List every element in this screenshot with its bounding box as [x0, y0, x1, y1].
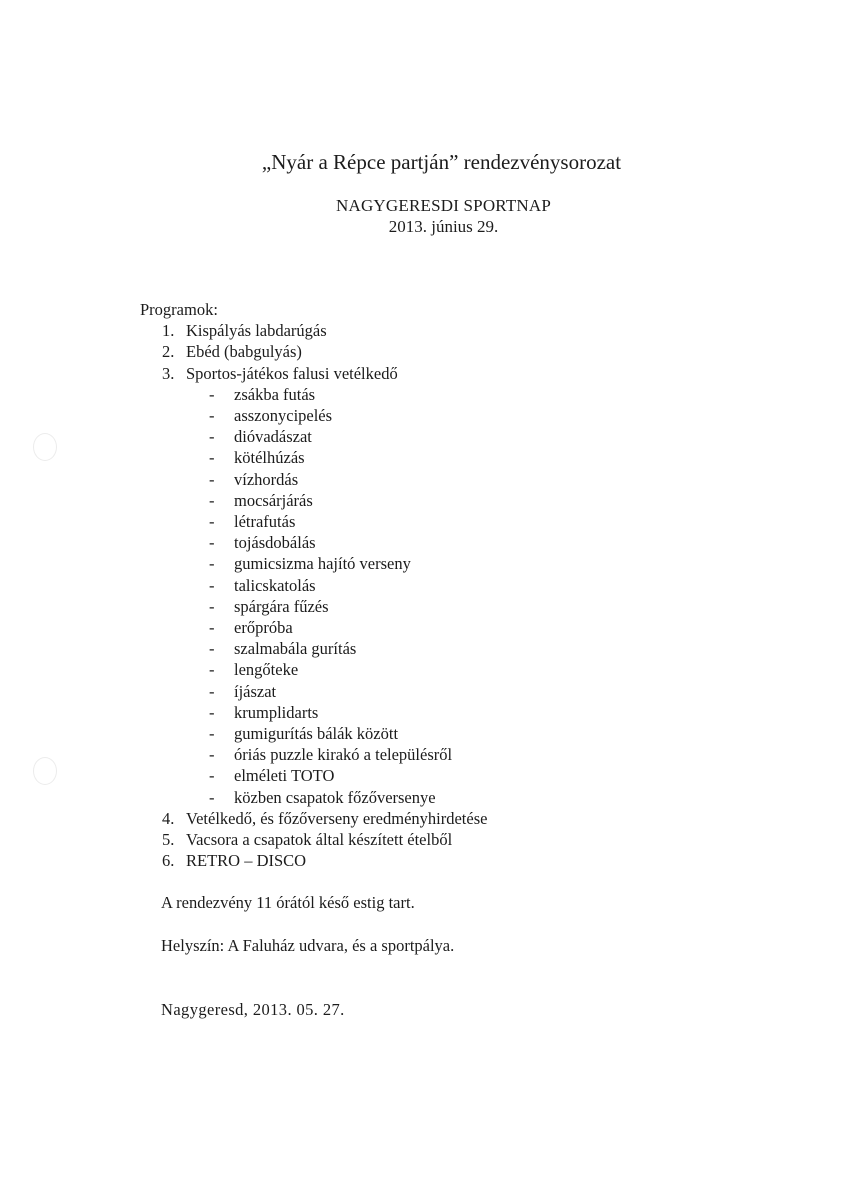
program-number: 6.: [162, 851, 175, 871]
competition-item: [140, 553, 487, 574]
list-dash: -: [209, 660, 215, 680]
competition-item: [140, 511, 487, 532]
event-location: Helyszín: A Faluház udvara, és a sportpálya.: [161, 936, 455, 955]
event-date: 2013. június 29.: [388, 217, 499, 236]
competition-label: asszonycipelés: [234, 406, 333, 426]
competition-item: [140, 596, 487, 617]
competition-label: kötélhúzás: [234, 448, 305, 468]
competition-item: [140, 638, 487, 659]
competition-item: [140, 384, 487, 405]
competition-label: közben csapatok főzőversenye: [234, 787, 436, 807]
competition-label: dióvadászat: [234, 427, 312, 447]
program-label: Vetélkedő, és főzőverseny eredményhirdetése: [186, 808, 488, 828]
competition-item: [140, 490, 487, 511]
list-dash: -: [209, 384, 215, 404]
competition-label: vízhordás: [234, 469, 299, 489]
program-list-continued: [140, 808, 487, 872]
program-label: Kispályás labdarúgás: [186, 321, 327, 341]
competition-item: [140, 659, 487, 680]
list-dash: -: [209, 554, 215, 574]
competition-item: [140, 787, 487, 808]
competition-item: [140, 532, 487, 553]
list-dash: -: [209, 512, 215, 532]
program-list: [140, 320, 487, 384]
competition-label: mocsárjárás: [234, 490, 313, 510]
list-dash: -: [209, 745, 215, 765]
program-item: [140, 850, 487, 871]
competition-item: [140, 681, 487, 702]
competition-item: [140, 575, 487, 596]
program-label: Vacsora a csapatok által készített ételből: [186, 830, 453, 850]
place-and-date: Nagygeresd, 2013. 05. 27.: [161, 1000, 345, 1019]
program-item: [140, 341, 487, 362]
competition-label: zsákba futás: [234, 384, 316, 404]
competition-label: tojásdobálás: [234, 533, 316, 553]
list-dash: -: [209, 490, 215, 510]
program-item: [140, 829, 487, 850]
list-dash: -: [209, 787, 215, 807]
program-label: Sportos-játékos falusi vetélkedő: [186, 363, 398, 383]
list-dash: -: [209, 533, 215, 553]
list-dash: -: [209, 406, 215, 426]
program-number: 4.: [162, 808, 175, 828]
competition-label: íjászat: [234, 681, 277, 701]
list-dash: -: [209, 724, 215, 744]
program-label: RETRO – DISCO: [186, 851, 307, 871]
competition-label: óriás puzzle kirakó a településről: [234, 745, 453, 765]
list-dash: -: [209, 618, 215, 638]
competition-label: gumigurítás bálák között: [234, 724, 399, 744]
event-duration: A rendezvény 11 órától késő estig tart.: [161, 893, 415, 912]
program-item: [140, 320, 487, 341]
competition-label: erőpróba: [234, 618, 293, 638]
punch-hole-mark: [33, 433, 57, 461]
list-dash: -: [209, 766, 215, 786]
competition-item: [140, 426, 487, 447]
competition-item: [140, 617, 487, 638]
competition-item: [140, 469, 487, 490]
list-dash: -: [209, 702, 215, 722]
competition-label: gumicsizma hajító verseny: [234, 554, 411, 574]
punch-hole-mark: [33, 757, 57, 785]
competition-label: létrafutás: [234, 512, 296, 532]
program-item: [140, 808, 487, 829]
program-number: 3.: [162, 363, 175, 383]
program-number: 1.: [162, 321, 175, 341]
competition-item: [140, 405, 487, 426]
program-number: 2.: [162, 342, 175, 362]
competition-list: [140, 384, 487, 808]
competition-item: [140, 723, 487, 744]
competition-label: talicskatolás: [234, 575, 316, 595]
competition-item: [140, 744, 487, 765]
list-dash: -: [209, 575, 215, 595]
competition-item: [140, 447, 487, 468]
competition-label: lengőteke: [234, 660, 299, 680]
list-dash: -: [209, 448, 215, 468]
list-dash: -: [209, 639, 215, 659]
competition-item: [140, 765, 487, 786]
program-item: [140, 363, 487, 384]
event-name: NAGYGERESDI SPORTNAP: [335, 196, 552, 215]
competition-item: [140, 702, 487, 723]
program-number: 5.: [162, 830, 175, 850]
list-dash: -: [209, 427, 215, 447]
document-title: „Nyár a Répce partján” rendezvénysorozat: [261, 150, 622, 174]
list-dash: -: [209, 469, 215, 489]
program-label: Ebéd (babgulyás): [186, 342, 302, 362]
programs-label: Programok:: [140, 300, 218, 319]
competition-label: elméleti TOTO: [234, 766, 335, 786]
program-section: [140, 299, 487, 871]
competition-label: szalmabála gurítás: [234, 639, 357, 659]
list-dash: -: [209, 596, 215, 616]
list-dash: -: [209, 681, 215, 701]
competition-label: spárgára fűzés: [234, 596, 329, 616]
competition-label: krumplidarts: [234, 702, 319, 722]
